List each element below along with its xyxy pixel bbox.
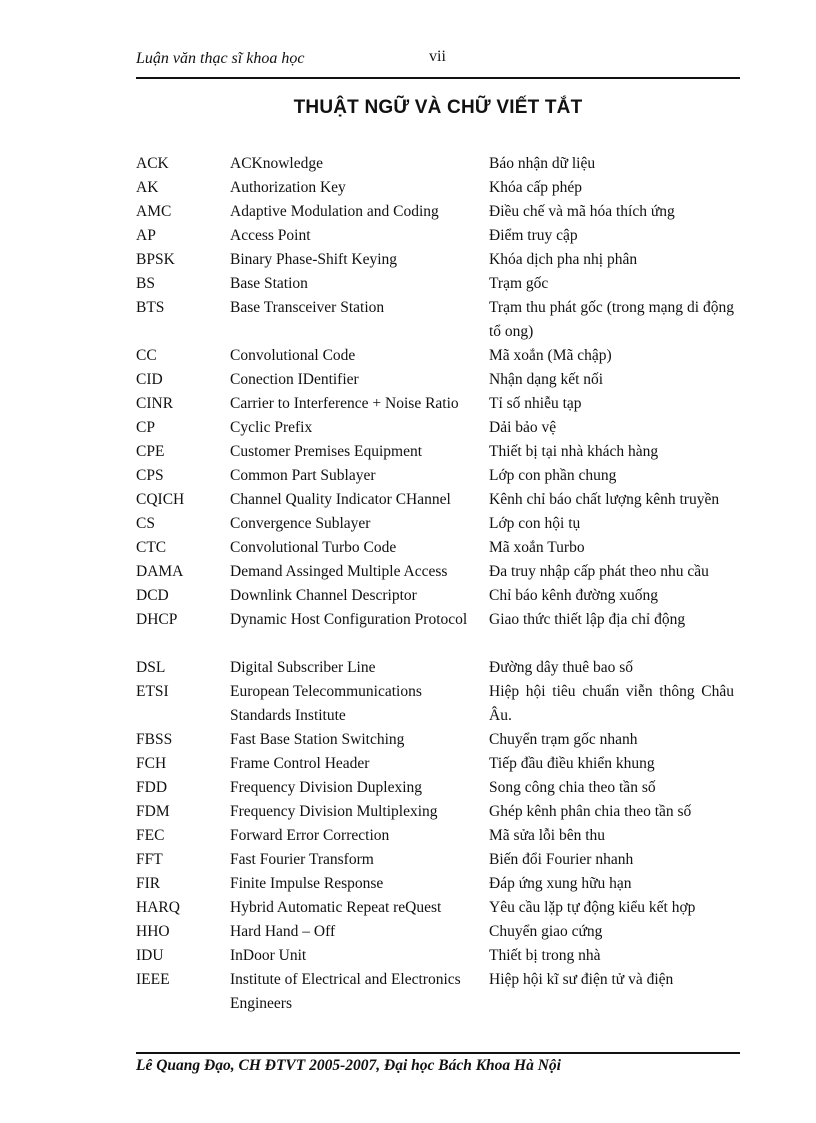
term-english: Access Point: [230, 227, 311, 244]
term-english: Conection IDentifier: [230, 371, 359, 388]
term-abbreviation: DSL: [136, 659, 166, 676]
term-abbreviation: AMC: [136, 203, 172, 220]
term-abbreviation: CTC: [136, 539, 167, 556]
term-english: Finite Impulse Response: [230, 875, 384, 892]
page-footer: Lê Quang Đạo, CH ĐTVT 2005-2007, Đại học Bách Khoa Hà Nội: [136, 1057, 561, 1074]
term-english: European Telecommunications Standards Institute: [230, 683, 422, 724]
header-thesis-label: Luận văn thạc sĩ khoa học: [136, 50, 305, 67]
term-english: Digital Subscriber Line: [230, 659, 376, 676]
term-abbreviation: FCH: [136, 755, 167, 772]
term-vietnamese: Mã xoắn (Mã chập): [489, 347, 612, 364]
term-vietnamese: Đường dây thuê bao số: [489, 659, 634, 676]
table-row: [136, 968, 740, 1016]
term-vietnamese: Biến đổi Fourier nhanh: [489, 851, 634, 868]
table-row: [136, 608, 740, 656]
term-vietnamese: Lớp con phần chung: [489, 467, 617, 484]
footer-rule: [136, 1052, 740, 1054]
term-english: Binary Phase-Shift Keying: [230, 251, 398, 268]
term-vietnamese: Kênh chỉ báo chất lượng kênh truyền: [489, 491, 720, 508]
term-english: Frequency Division Duplexing: [230, 779, 423, 796]
term-vietnamese: Thiết bị trong nhà: [489, 947, 601, 964]
term-abbreviation: DCD: [136, 587, 169, 604]
term-english: Cyclic Prefix: [230, 419, 313, 436]
term-vietnamese: Đáp ứng xung hữu hạn: [489, 875, 632, 892]
term-english: Convergence Sublayer: [230, 515, 371, 532]
term-english: Fast Fourier Transform: [230, 851, 374, 868]
term-english: Customer Premises Equipment: [230, 443, 423, 460]
term-abbreviation: HHO: [136, 923, 170, 940]
table-row: [136, 800, 740, 824]
term-vietnamese: Đa truy nhập cấp phát theo nhu cầu: [489, 563, 709, 580]
term-vietnamese: Hiệp hội tiêu chuẩn viễn thông Châu Âu.: [489, 683, 734, 724]
term-vietnamese: Trạm gốc: [489, 275, 549, 292]
term-abbreviation: CPE: [136, 443, 165, 460]
term-english: Adaptive Modulation and Coding: [230, 203, 439, 220]
term-english: Carrier to Interference + Noise Ratio: [230, 395, 459, 412]
table-row: [136, 464, 740, 488]
term-vietnamese: Báo nhận dữ liệu: [489, 155, 596, 172]
term-vietnamese: Mã sửa lỗi bên thu: [489, 827, 606, 844]
table-row: [136, 176, 740, 200]
table-row: [136, 248, 740, 272]
term-english: Convolutional Turbo Code: [230, 539, 397, 556]
term-abbreviation: AP: [136, 227, 156, 244]
term-abbreviation: CINR: [136, 395, 174, 412]
term-vietnamese: Dải bảo vệ: [489, 419, 557, 436]
term-english: Base Transceiver Station: [230, 299, 385, 316]
term-english: Hybrid Automatic Repeat reQuest: [230, 899, 442, 916]
term-vietnamese: Lớp con hội tụ: [489, 515, 581, 532]
table-row: [136, 920, 740, 944]
table-row: [136, 896, 740, 920]
table-row: [136, 848, 740, 872]
term-english: Demand Assinged Multiple Access: [230, 563, 448, 580]
term-english: Channel Quality Indicator CHannel: [230, 491, 451, 508]
term-abbreviation: CQICH: [136, 491, 185, 508]
term-vietnamese: Khóa cấp phép: [489, 179, 582, 196]
term-english: Forward Error Correction: [230, 827, 390, 844]
term-abbreviation: HARQ: [136, 899, 180, 916]
table-row: [136, 272, 740, 296]
term-abbreviation: CID: [136, 371, 163, 388]
term-vietnamese: Mã xoắn Turbo: [489, 539, 585, 556]
term-english: Frame Control Header: [230, 755, 370, 772]
term-abbreviation: ETSI: [136, 683, 169, 700]
term-abbreviation: DAMA: [136, 563, 184, 580]
term-abbreviation: FDD: [136, 779, 168, 796]
term-vietnamese: Khóa dịch pha nhị phân: [489, 251, 638, 268]
term-english: Convolutional Code: [230, 347, 356, 364]
term-vietnamese: Song công chia theo tần số: [489, 779, 656, 796]
term-abbreviation: CP: [136, 419, 155, 436]
term-vietnamese: Điểm truy cập: [489, 227, 578, 244]
term-abbreviation: BTS: [136, 299, 165, 316]
page-header: [136, 50, 740, 70]
table-row: [136, 392, 740, 416]
table-row: [136, 680, 740, 728]
term-abbreviation: CC: [136, 347, 157, 364]
term-abbreviation: BPSK: [136, 251, 175, 268]
term-abbreviation: BS: [136, 275, 155, 292]
term-english: Authorization Key: [230, 179, 346, 196]
term-vietnamese: Yêu cầu lặp tự động kiểu kết hợp: [489, 899, 696, 916]
term-vietnamese: Thiết bị tại nhà khách hàng: [489, 443, 659, 460]
page-title: THUẬT NGỮ VÀ CHỮ VIẾT TẮT: [293, 97, 583, 118]
term-vietnamese: Chỉ báo kênh đường xuống: [489, 587, 659, 604]
term-english: Downlink Channel Descriptor: [230, 587, 417, 604]
term-abbreviation: FFT: [136, 851, 163, 868]
term-abbreviation: ACK: [136, 155, 169, 172]
table-row: [136, 584, 740, 608]
term-abbreviation: FIR: [136, 875, 161, 892]
table-row: [136, 728, 740, 752]
term-vietnamese: Tỉ số nhiễu tạp: [489, 395, 582, 412]
term-english: Frequency Division Multiplexing: [230, 803, 438, 820]
term-english: Fast Base Station Switching: [230, 731, 405, 748]
term-abbreviation: AK: [136, 179, 159, 196]
term-english: InDoor Unit: [230, 947, 307, 964]
table-row: [136, 776, 740, 800]
term-abbreviation: IEEE: [136, 971, 170, 988]
term-english: Hard Hand – Off: [230, 923, 336, 940]
table-row: [136, 656, 740, 680]
term-english: ACKnowledge: [230, 155, 323, 172]
table-row: [136, 488, 740, 512]
term-english: Base Station: [230, 275, 308, 292]
table-row: [136, 368, 740, 392]
term-vietnamese: Điều chế và mã hóa thích ứng: [489, 203, 675, 220]
table-row: [136, 872, 740, 896]
term-abbreviation: CPS: [136, 467, 164, 484]
table-row: [136, 152, 740, 176]
table-row: [136, 200, 740, 224]
header-rule: [136, 77, 740, 79]
term-vietnamese: Trạm thu phát gốc (trong mạng di động tổ ong): [489, 299, 734, 340]
term-vietnamese: Hiệp hội kĩ sư điện tử và điện: [489, 971, 674, 988]
table-row: [136, 752, 740, 776]
table-row: [136, 224, 740, 248]
term-abbreviation: FDM: [136, 803, 170, 820]
page-number: vii: [429, 48, 446, 65]
table-row: [136, 944, 740, 968]
term-vietnamese: Chuyển trạm gốc nhanh: [489, 731, 638, 748]
term-abbreviation: CS: [136, 515, 155, 532]
term-vietnamese: Giao thức thiết lập địa chỉ động: [489, 611, 686, 628]
term-english: Dynamic Host Configuration Protocol: [230, 611, 468, 628]
table-row: [136, 416, 740, 440]
term-english: Institute of Electrical and Electronics Engineers: [230, 971, 461, 1012]
term-vietnamese: Tiếp đầu điều khiển khung: [489, 755, 655, 772]
term-abbreviation: FEC: [136, 827, 165, 844]
term-vietnamese: Ghép kênh phân chia theo tần số: [489, 803, 692, 820]
table-row: [136, 824, 740, 848]
term-abbreviation: IDU: [136, 947, 164, 964]
table-row: [136, 512, 740, 536]
table-row: [136, 296, 740, 344]
term-abbreviation: DHCP: [136, 611, 178, 628]
term-vietnamese: Chuyển giao cứng: [489, 923, 603, 940]
table-row: [136, 560, 740, 584]
table-row: [136, 440, 740, 464]
term-vietnamese: Nhận dạng kết nối: [489, 371, 604, 388]
term-abbreviation: FBSS: [136, 731, 173, 748]
table-row: [136, 344, 740, 368]
term-english: Common Part Sublayer: [230, 467, 376, 484]
table-row: [136, 536, 740, 560]
